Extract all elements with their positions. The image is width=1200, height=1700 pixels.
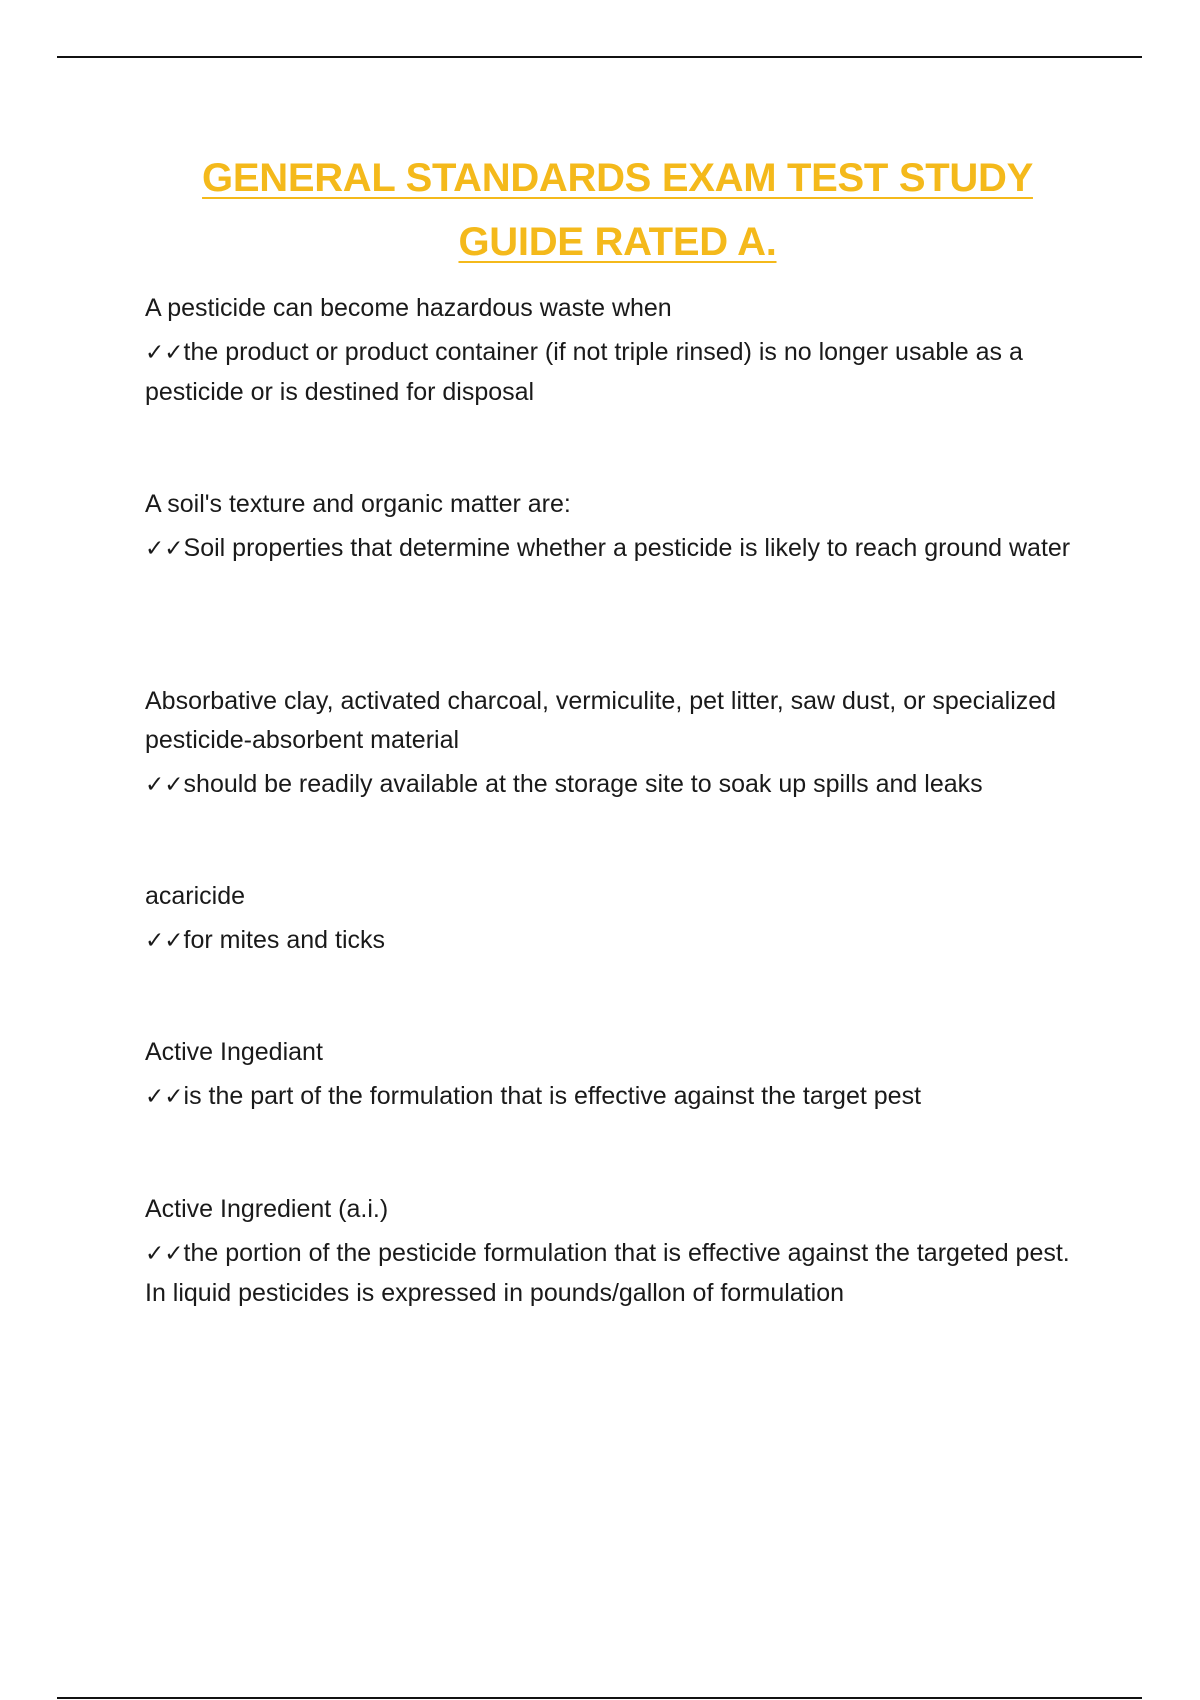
- page-title: [120, 146, 1115, 274]
- answer-body: is the part of the formulation that is effective against the target pest: [183, 1082, 922, 1110]
- qa-entry: [145, 1190, 1085, 1313]
- answer-text: [145, 529, 1085, 569]
- answer-body: the portion of the pesticide formulation that is effective against the targeted pest. In liquid pesticides is expressed in pounds/gallon of formulation: [145, 1239, 1070, 1307]
- answer-body: the product or product container (if not triple rinsed) is no longer usable as a pesticide or is destined for disposal: [145, 338, 1023, 406]
- title-line-1: GENERAL STANDARDS EXAM TEST STUDY: [202, 156, 1033, 200]
- answer-text: [145, 333, 1085, 412]
- answer-body: Soil properties that determine whether a pesticide is likely to reach ground water: [183, 534, 1071, 562]
- question-text: Absorbative clay, activated charcoal, vermiculite, pet litter, saw dust, or specialized pesticide-absorbent material: [145, 687, 1057, 754]
- question-text: A pesticide can become hazardous waste when: [145, 294, 672, 322]
- header-rule: [57, 56, 1142, 58]
- question-text: A soil's texture and organic matter are:: [145, 490, 571, 518]
- qa-entry: [145, 877, 1085, 961]
- answer-body: should be readily available at the storage site to soak up spills and leaks: [183, 770, 983, 798]
- double-check-icon: ✓✓: [145, 1241, 184, 1267]
- double-check-icon: ✓✓: [145, 1084, 184, 1110]
- footer-rule: [57, 1697, 1142, 1699]
- question-text: acaricide: [145, 882, 246, 910]
- qa-entry: [145, 1033, 1085, 1117]
- answer-text: [145, 765, 1085, 805]
- qa-entry: [145, 289, 1085, 412]
- question-text: Active Ingredient (a.i.): [145, 1195, 389, 1223]
- qa-entry: [145, 485, 1085, 569]
- question-text: Active Ingediant: [145, 1038, 323, 1066]
- qa-entry: [145, 682, 1085, 805]
- answer-body: for mites and ticks: [183, 926, 385, 954]
- answer-text: [145, 1077, 1085, 1117]
- answer-text: [145, 1234, 1085, 1313]
- title-line-2: GUIDE RATED A.: [458, 220, 777, 264]
- double-check-icon: ✓✓: [145, 928, 184, 954]
- double-check-icon: ✓✓: [145, 536, 184, 562]
- answer-text: [145, 921, 1085, 961]
- double-check-icon: ✓✓: [145, 340, 184, 366]
- double-check-icon: ✓✓: [145, 772, 184, 798]
